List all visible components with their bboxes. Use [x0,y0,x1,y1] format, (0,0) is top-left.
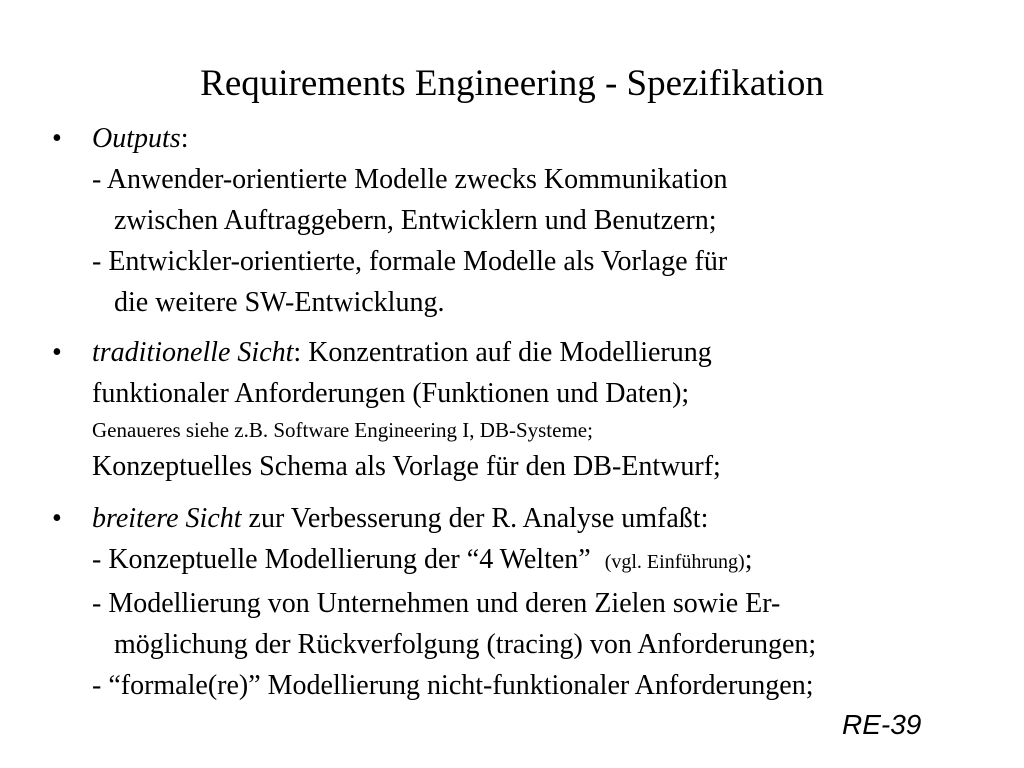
bullet-line-note: (vgl. Einführung) [604,551,745,573]
bullet-heading-rest: : Konzentration auf die Modellierung [293,337,712,368]
bullet-line-text: - Konzeptuelle Modellierung der “4 Welten” [92,544,591,575]
bullet-line: - Modellierung von Unternehmen und deren Zielen sowie Er- [92,588,781,619]
bullet-body [92,498,992,706]
bullet-line: Konzeptuelles Schema als Vorlage für den DB-Entwurf; [92,451,721,482]
bullet-line-punct: ; [744,544,753,575]
bullet-heading-italic: Outputs [92,123,181,154]
bullet-heading-rest: : [180,123,189,154]
bullet-heading [92,118,992,159]
bullet-note: Genaueres siehe z.B. Software Engineering I, DB-Systeme; [92,418,593,442]
bullet-heading-italic: traditionelle Sicht [92,337,294,368]
bullet-line: - Anwender-orientierte Modelle zwecks Kommunikation [92,164,728,195]
bullet-line: - Entwickler-orientierte, formale Modelle als Vorlage für [92,246,728,277]
bullet-line: zwischen Auftraggebern, Entwicklern und Benutzern; [114,205,717,236]
bullet-line [92,539,992,583]
bullet-marker: • [52,503,62,534]
slide-number: RE-39 [842,709,922,740]
bullet-marker: • [52,123,62,154]
bullet-heading-italic: breitere Sicht [92,503,242,534]
bullet-line: - “formale(re)” Modellierung nicht-funktionaler Anforderungen; [92,670,814,701]
bullet-body [92,118,992,323]
bullet-heading-rest: zur Verbesserung der R. Analyse umfaßt: [241,503,709,534]
bullet-line: möglichung der Rückverfolgung (tracing) von Anforderungen; [114,629,817,660]
slide-title: Requirements Engineering - Spezifikation [200,63,824,104]
bullet-heading [92,498,992,539]
bullet-body [92,332,992,487]
bullet-heading [92,332,992,373]
bullet-line: funktionaler Anforderungen (Funktionen und Daten); [92,378,690,409]
bullet-marker: • [52,337,62,368]
bullet-line: die weitere SW-Entwicklung. [114,287,445,318]
